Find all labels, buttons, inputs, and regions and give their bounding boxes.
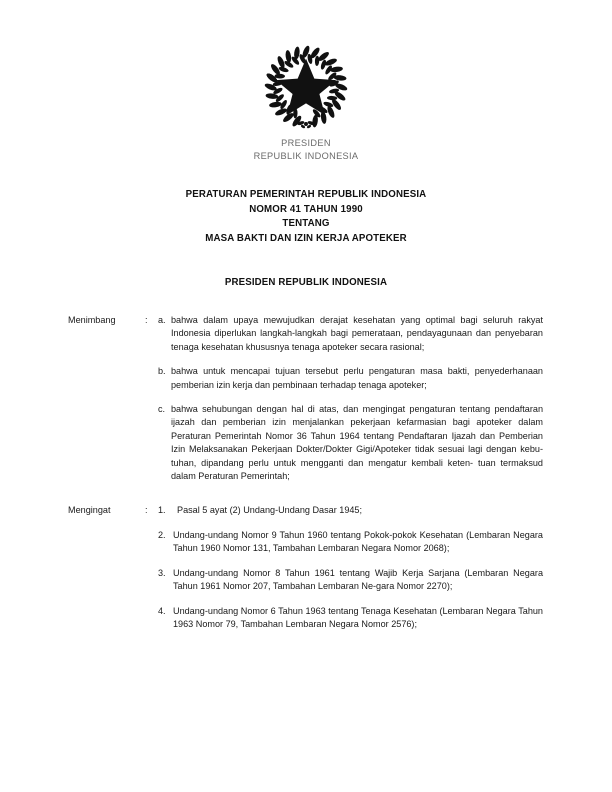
masthead-caption: [0, 137, 612, 162]
item-marker: 3.: [158, 567, 166, 578]
garuda-star-wreath-emblem: [263, 44, 349, 130]
authority-label: PRESIDEN REPUBLIK INDONESIA: [224, 277, 388, 288]
masthead: [0, 0, 612, 162]
document-title: [0, 188, 612, 246]
clause-item: [158, 314, 543, 354]
clause-item: [158, 567, 543, 594]
section-colon-mengingat: :: [145, 505, 148, 516]
item-text: bahwa dalam upaya mewujudkan derajat kesehatan yang optimal bagi seluruh rakyat Indonesia diperlukan langkah-langkah bagi pemerataan, pendayagunaan dan penyebaran tenaga kesehatan khususnya tenaga apoteker secara rasional;: [171, 315, 543, 352]
item-text: Undang-undang Nomor 6 Tahun 1963 tentang Tenaga Kesehatan (Lembaran Negara Tahun 1963 Nomor 79, Tambahan Lembaran Negara Nomor 2576);: [173, 605, 543, 629]
title-line-tentang: TENTANG: [282, 218, 330, 229]
masthead-line-presiden: PRESIDEN: [281, 138, 331, 148]
section-menimbang: [68, 314, 543, 483]
section-items-menimbang: [158, 314, 543, 483]
clause-item: [158, 403, 543, 483]
title-line-subject: MASA BAKTI DAN IZIN KERJA APOTEKER: [205, 232, 407, 244]
section-colon-menimbang: :: [145, 315, 148, 325]
item-text: Pasal 5 ayat (2) Undang-Undang Dasar 1945;: [177, 505, 363, 516]
item-text: bahwa sehubungan dengan hal di atas, dan mengingat pengaturan tentang pendaftaran ijazah dan pemberian izin menjalankan pekerjaan kefarmasian bagi apoteker dalam Peraturan Pemerintah Nomor 36 Tahun 1964 tentang Pendaftaran Ijazah dan Pemberian Izin Melaksanakan Pekerjaan Dokter/Dokter Gigi/Apoteker tidak sesuai lagi dengan kebu- tuhan, dipandang perlu untuk mengganti dan mengatur kembali keten- tuan termaksud dalam Peraturan Pemerintah;: [171, 404, 543, 482]
section-items-mengingat: [158, 504, 543, 631]
item-marker: a.: [158, 315, 166, 325]
title-line-regulation: PERATURAN PEMERINTAH REPUBLIK INDONESIA: [185, 189, 427, 200]
section-label-menimbang: Menimbang: [68, 315, 116, 325]
item-text: Undang-undang Nomor 9 Tahun 1960 tentang Pokok-pokok Kesehatan (Lembaran Negara Tahun 1960 Nomor 131, Tambahan Lembaran Negara Nomor 2068);: [173, 529, 543, 554]
item-marker: c.: [158, 404, 166, 415]
clause-item: [158, 504, 543, 517]
item-marker: 2.: [158, 529, 166, 540]
title-line-number: NOMOR 41 TAHUN 1990: [249, 203, 363, 215]
masthead-line-republik-indonesia: REPUBLIK INDONESIA: [253, 150, 359, 161]
clause-container: [0, 314, 612, 631]
section-mengingat: [68, 504, 543, 631]
item-text: bahwa untuk mencapai tujuan tersebut perlu pengaturan masa bakti, penyederhanaan pemberian izin kerja dan pembinaan terhadap tenaga apoteker;: [171, 366, 543, 390]
item-marker: 4.: [158, 605, 166, 616]
item-text: Undang-undang Nomor 8 Tahun 1961 tentang Wajib Kerja Sarjana (Lembaran Negara Tahun 1961 Nomor 207, Tambahan Lembaran Ne-gara Nomor 2270);: [173, 567, 543, 592]
clause-item: [158, 365, 543, 392]
section-label-mengingat: Mengingat: [68, 505, 111, 516]
item-marker: 1.: [158, 505, 166, 516]
clause-item: [158, 529, 543, 556]
clause-item: [158, 605, 543, 632]
item-marker: b.: [158, 366, 166, 377]
issuing-authority: [0, 272, 612, 290]
